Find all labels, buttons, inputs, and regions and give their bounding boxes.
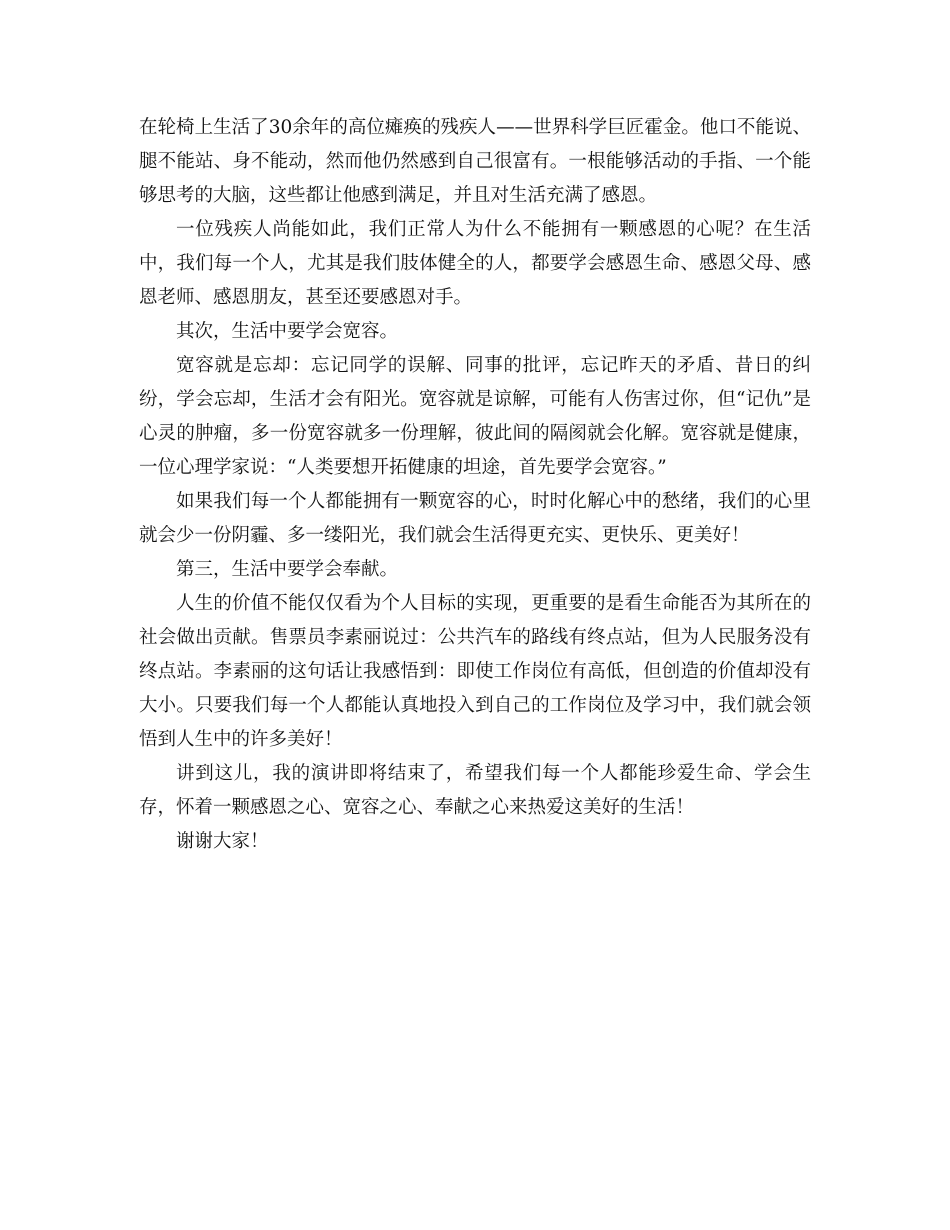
paragraph-thanks: 谢谢大家！: [176, 831, 269, 852]
paragraph-dedication: 人生的价值不能仅仅看为个人目标的实现，更重要的是看生命能否为其所在的社会做出贡献。售票员李素丽说过：公共汽车的路线有终点站，但为人民服务没有终点站。李素丽的这句话让我感悟到：即使工作岗位有高低，但创造的价值却没有大小。只要我们每一个人都能认真地投入到自己的工作岗位及学习中，我们就会领悟到人生中的许多美好！: [139, 593, 811, 750]
paragraph-tolerance: 宽容就是忘却：忘记同学的误解、同事的批评，忘记昨天的矛盾、昔日的纠纷，学会忘却，生活才会有阳光。宽容就是谅解，可能有人伤害过你，但“记仇”是心灵的肿瘤，多一份宽容就多一份理解，彼此间的隔阂就会化解。宽容就是健康，一位心理学家说：“人类要想开拓健康的坦途，首先要学会宽容。”: [139, 355, 811, 478]
paragraph-gratitude: 一位残疾人尚能如此，我们正常人为什么不能拥有一颗感恩的心呢？在生活中，我们每一个人，尤其是我们肢体健全的人，都要学会感恩生命、感恩父母、感恩老师、感恩朋友，甚至还要感恩对手。: [139, 219, 811, 308]
paragraph-third-point-heading: 第三，生活中要学会奉献。: [176, 559, 399, 580]
document-body: [139, 111, 811, 859]
paragraph-second-point-heading: 其次，生活中要学会宽容。: [176, 321, 399, 342]
paragraph-tolerant-heart: 如果我们每一个人都能拥有一颗宽容的心，时时化解心中的愁绪，我们的心里就会少一份阴霾、多一缕阳光，我们就会生活得更充实、更快乐、更美好！: [139, 491, 811, 546]
paragraph-hawking: 在轮椅上生活了30余年的高位瘫痪的残疾人——世界科学巨匠霍金。他口不能说、腿不能站、身不能动，然而他仍然感到自己很富有。一根能够活动的手指、一个能够思考的大脑，这些都让他感到满足，并且对生活充满了感恩。: [139, 117, 811, 206]
paragraph-closing: 讲到这儿，我的演讲即将结束了，希望我们每一个人都能珍爱生命、学会生存，怀着一颗感恩之心、宽容之心、奉献之心来热爱这美好的生活！: [139, 763, 811, 818]
